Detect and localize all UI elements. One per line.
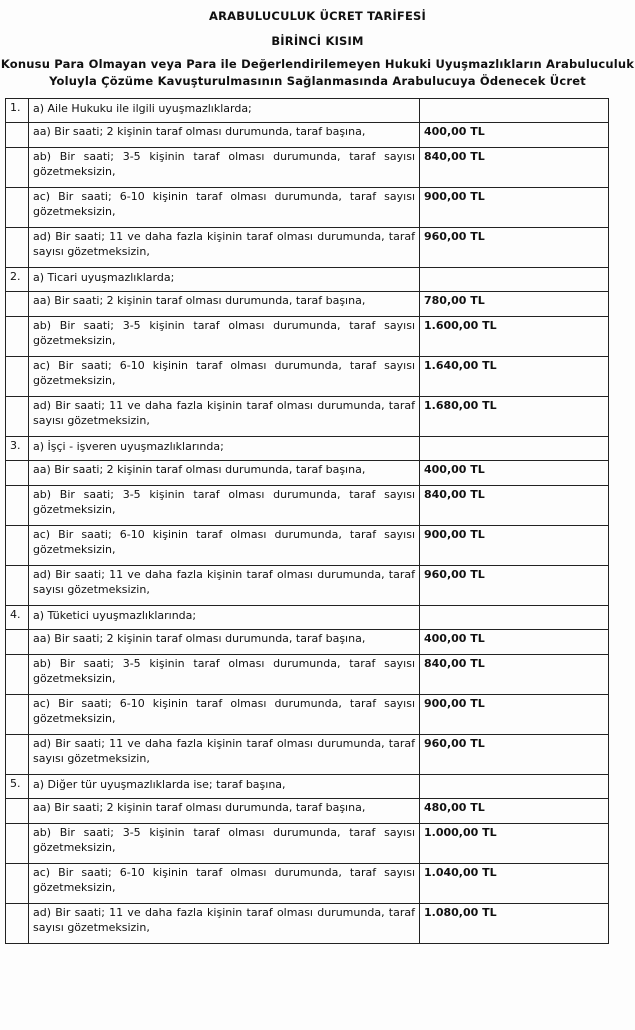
row-number-empty (6, 566, 29, 606)
fee-amount: 1.680,00 TL (420, 397, 609, 437)
fee-row (6, 461, 609, 486)
fee-description: ac) Bir saati; 6-10 kişinin taraf olması durumunda, taraf sayısı gözetmeksizin, (29, 695, 420, 735)
fee-row (6, 188, 609, 228)
fee-row (6, 397, 609, 437)
subtitle-line-2: Yoluyla Çözüme Kavuşturulmasının Sağlanmasında Arabulucuya Ödenecek Ücret (49, 74, 586, 88)
fee-row (6, 486, 609, 526)
row-number-empty (6, 397, 29, 437)
fee-description: ad) Bir saati; 11 ve daha fazla kişinin taraf olması durumunda, taraf sayısı gözetmeksizin, (29, 228, 420, 268)
fee-amount: 1.600,00 TL (420, 317, 609, 357)
fee-amount: 400,00 TL (420, 630, 609, 655)
fee-amount: 960,00 TL (420, 228, 609, 268)
row-number-empty (6, 461, 29, 486)
row-number-empty (6, 630, 29, 655)
category-fee-empty (420, 606, 609, 630)
fee-description: ac) Bir saati; 6-10 kişinin taraf olması durumunda, taraf sayısı gözetmeksizin, (29, 864, 420, 904)
fee-amount: 840,00 TL (420, 486, 609, 526)
subtitle-line-1: Konusu Para Olmayan veya Para ile Değerlendirilemeyen Hukuki Uyuşmazlıkların Arabuluculuk (0, 57, 635, 71)
document-subtitle (0, 56, 635, 90)
row-number-empty (6, 357, 29, 397)
row-number-empty (6, 526, 29, 566)
row-number-empty (6, 228, 29, 268)
row-number-empty (6, 317, 29, 357)
fee-description: ab) Bir saati; 3-5 kişinin taraf olması durumunda, taraf sayısı gözetmeksizin, (29, 486, 420, 526)
fee-table (5, 98, 609, 944)
row-number-empty (6, 188, 29, 228)
fee-amount: 900,00 TL (420, 526, 609, 566)
fee-description: ad) Bir saati; 11 ve daha fazla kişinin taraf olması durumunda, taraf sayısı gözetmeksizin, (29, 735, 420, 775)
fee-row (6, 864, 609, 904)
fee-description: ab) Bir saati; 3-5 kişinin taraf olması durumunda, taraf sayısı gözetmeksizin, (29, 148, 420, 188)
category-row (6, 775, 609, 799)
fee-amount: 960,00 TL (420, 566, 609, 606)
category-fee-empty (420, 268, 609, 292)
row-number-empty (6, 824, 29, 864)
fee-row (6, 695, 609, 735)
fee-row (6, 735, 609, 775)
category-row (6, 437, 609, 461)
category-title: a) Diğer tür uyuşmazlıklarda ise; taraf başına, (29, 775, 420, 799)
fee-row (6, 357, 609, 397)
fee-description: aa) Bir saati; 2 kişinin taraf olması durumunda, taraf başına, (29, 630, 420, 655)
category-number: 5. (6, 775, 29, 799)
category-title: a) Tüketici uyuşmazlıklarında; (29, 606, 420, 630)
fee-row (6, 824, 609, 864)
fee-row (6, 292, 609, 317)
section-title: BİRİNCİ KISIM (271, 34, 364, 48)
fee-row (6, 655, 609, 695)
fee-description: aa) Bir saati; 2 kişinin taraf olması durumunda, taraf başına, (29, 461, 420, 486)
fee-amount: 840,00 TL (420, 148, 609, 188)
fee-row (6, 904, 609, 944)
category-fee-empty (420, 99, 609, 123)
category-number: 4. (6, 606, 29, 630)
category-row (6, 99, 609, 123)
fee-table-body (6, 99, 609, 944)
category-row (6, 268, 609, 292)
row-number-empty (6, 799, 29, 824)
row-number-empty (6, 655, 29, 695)
category-row (6, 606, 609, 630)
document-title: ARABULUCULUK ÜCRET TARİFESİ (209, 9, 426, 23)
row-number-empty (6, 735, 29, 775)
fee-amount: 1.080,00 TL (420, 904, 609, 944)
fee-description: aa) Bir saati; 2 kişinin taraf olması durumunda, taraf başına, (29, 123, 420, 148)
fee-amount: 1.000,00 TL (420, 824, 609, 864)
fee-row (6, 566, 609, 606)
fee-description: ad) Bir saati; 11 ve daha fazla kişinin taraf olması durumunda, taraf sayısı gözetmeksizin, (29, 566, 420, 606)
fee-row (6, 317, 609, 357)
fee-amount: 900,00 TL (420, 188, 609, 228)
fee-amount: 900,00 TL (420, 695, 609, 735)
category-number: 1. (6, 99, 29, 123)
category-fee-empty (420, 437, 609, 461)
category-title: a) İşçi - işveren uyuşmazlıklarında; (29, 437, 420, 461)
row-number-empty (6, 904, 29, 944)
fee-amount: 400,00 TL (420, 123, 609, 148)
row-number-empty (6, 148, 29, 188)
fee-row (6, 148, 609, 188)
fee-amount: 400,00 TL (420, 461, 609, 486)
fee-description: ac) Bir saati; 6-10 kişinin taraf olması durumunda, taraf sayısı gözetmeksizin, (29, 526, 420, 566)
fee-amount: 960,00 TL (420, 735, 609, 775)
category-fee-empty (420, 775, 609, 799)
fee-row (6, 630, 609, 655)
fee-amount: 1.640,00 TL (420, 357, 609, 397)
fee-description: aa) Bir saati; 2 kişinin taraf olması durumunda, taraf başına, (29, 799, 420, 824)
row-number-empty (6, 864, 29, 904)
fee-row (6, 526, 609, 566)
fee-description: ab) Bir saati; 3-5 kişinin taraf olması durumunda, taraf sayısı gözetmeksizin, (29, 317, 420, 357)
row-number-empty (6, 292, 29, 317)
row-number-empty (6, 486, 29, 526)
fee-description: aa) Bir saati; 2 kişinin taraf olması durumunda, taraf başına, (29, 292, 420, 317)
fee-amount: 780,00 TL (420, 292, 609, 317)
category-title: a) Aile Hukuku ile ilgili uyuşmazlıklarda; (29, 99, 420, 123)
fee-row (6, 799, 609, 824)
row-number-empty (6, 123, 29, 148)
fee-amount: 480,00 TL (420, 799, 609, 824)
row-number-empty (6, 695, 29, 735)
fee-description: ac) Bir saati; 6-10 kişinin taraf olması durumunda, taraf sayısı gözetmeksizin, (29, 357, 420, 397)
fee-amount: 840,00 TL (420, 655, 609, 695)
fee-row (6, 123, 609, 148)
fee-description: ab) Bir saati; 3-5 kişinin taraf olması durumunda, taraf sayısı gözetmeksizin, (29, 824, 420, 864)
category-number: 3. (6, 437, 29, 461)
fee-description: ad) Bir saati; 11 ve daha fazla kişinin taraf olması durumunda, taraf sayısı gözetmeksizin, (29, 904, 420, 944)
category-number: 2. (6, 268, 29, 292)
fee-description: ac) Bir saati; 6-10 kişinin taraf olması durumunda, taraf sayısı gözetmeksizin, (29, 188, 420, 228)
fee-description: ad) Bir saati; 11 ve daha fazla kişinin taraf olması durumunda, taraf sayısı gözetmeksizin, (29, 397, 420, 437)
category-title: a) Ticari uyuşmazlıklarda; (29, 268, 420, 292)
fee-row (6, 228, 609, 268)
fee-amount: 1.040,00 TL (420, 864, 609, 904)
fee-description: ab) Bir saati; 3-5 kişinin taraf olması durumunda, taraf sayısı gözetmeksizin, (29, 655, 420, 695)
